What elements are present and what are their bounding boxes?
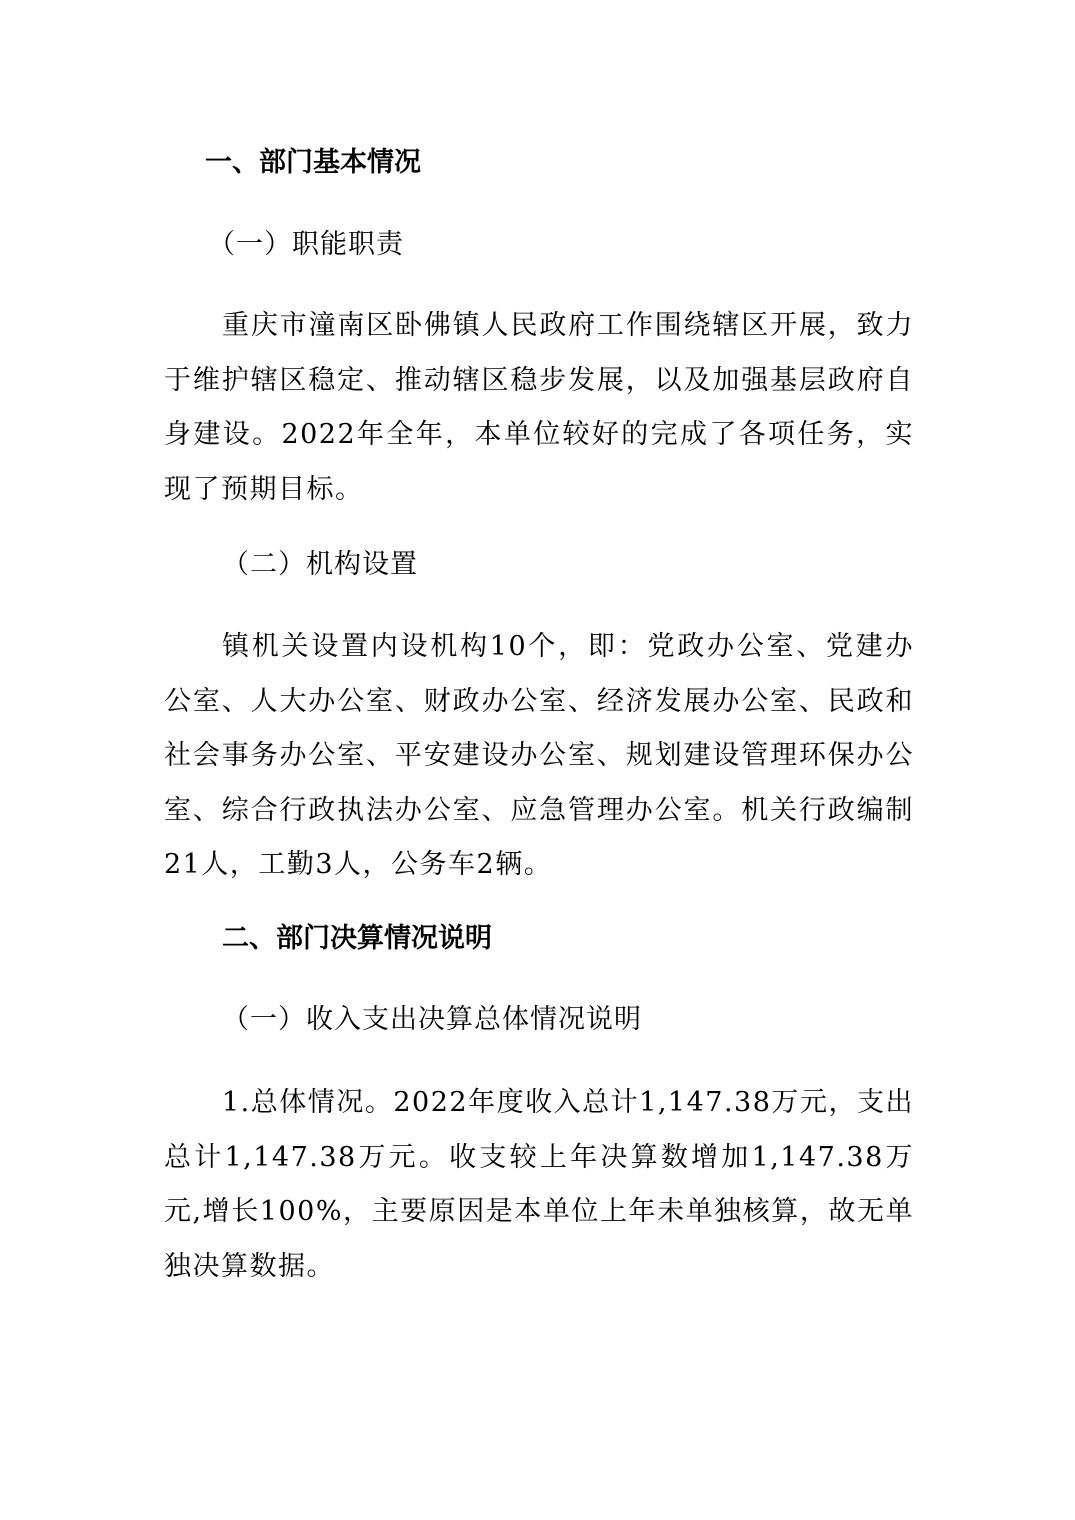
subheading-income-expenditure: （一）收入支出决算总体情况说明 [222,1004,642,1035]
paragraph-income-expenditure: 1.总体情况。2022年度收入总计1,147.38万元，支出总计1,147.38万元。收支较上年决算数增加1,147.38万元,增长100%，主要原因是本单位上年未单独核算，故无单独决算数据。 [164,1087,914,1282]
paragraph-functions: 重庆市潼南区卧佛镇人民政府工作围绕辖区开展，致力于维护辖区稳定、推动辖区稳步发展，以及加强基层政府自身建设。2022年全年，本单位较好的完成了各项任务，实现了预期目标。 [164,310,914,505]
paragraph-organization: 镇机关设置内设机构10个，即：党政办公室、党建办公室、人大办公室、财政办公室、经济发展办公室、民政和社会事务办公室、平安建设办公室、规划建设管理环保办公室、综合行政执法办公室、应急管理办公室。机关行政编制21人，工勤3人，公务车2辆。 [164,631,914,880]
subheading-organization: （二）机构设置 [222,549,418,580]
section-heading-final-accounts: 二、部门决算情况说明 [222,923,492,954]
subheading-functions: （一）职能职责 [208,229,404,260]
section-heading-basic-info: 一、部门基本情况 [205,147,421,178]
